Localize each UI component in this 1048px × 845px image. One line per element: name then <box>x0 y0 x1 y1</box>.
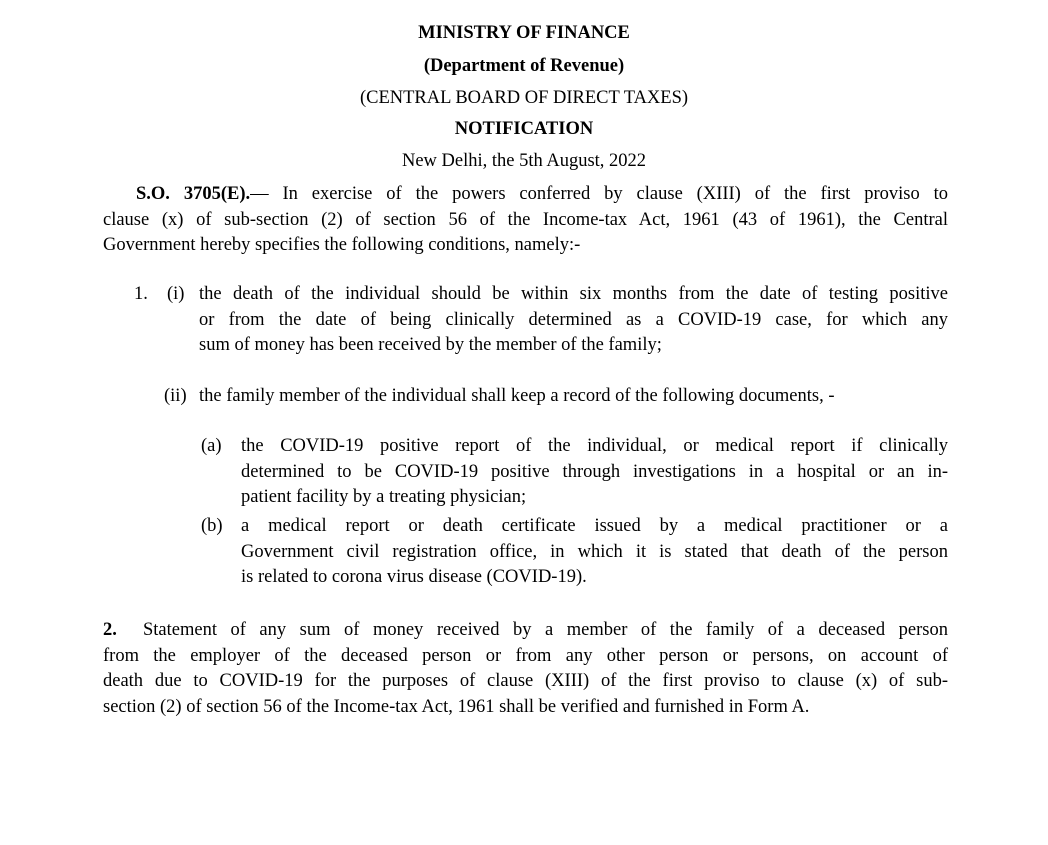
board-subtitle: (CENTRAL BOARD OF DIRECT TAXES) <box>359 88 689 108</box>
item-b-line: Government civil registration office, in which it is stated that death of the person <box>241 541 948 562</box>
condition-2-line: from the employer of the deceased person or from any other person or persons, on account of <box>103 645 948 666</box>
condition-2-line: death due to COVID-19 for the purposes of clause (XIII) of the first proviso to clause (x) of sub- <box>103 671 948 691</box>
condition-2-line-1-text: Statement of any sum of money received by a member of the family of a deceased person <box>143 620 948 640</box>
notification-heading: NOTIFICATION <box>454 119 594 139</box>
preamble-line-1 <box>103 182 948 208</box>
item-ii-label: (ii) <box>164 386 187 406</box>
condition-2-number: 2. <box>103 620 117 640</box>
preamble-line-2: clause (x) of sub-section (2) of section 56 of the Income-tax Act, 1961 (43 of 1961), the Central <box>103 209 948 230</box>
preamble-line-3: Government hereby specifies the following conditions, namely:- <box>103 235 581 255</box>
item-b-label: (b) <box>201 516 223 536</box>
item-i-line: the death of the individual should be within six months from the date of testing positive <box>199 284 948 304</box>
ministry-title: MINISTRY OF FINANCE <box>418 23 630 43</box>
department-subtitle: (Department of Revenue) <box>423 56 625 76</box>
item-i-text <box>199 282 948 359</box>
condition-2-line-1 <box>103 618 948 644</box>
item-i-line: sum of money has been received by the member of the family; <box>199 335 662 355</box>
condition-2-paragraph <box>103 618 948 720</box>
item-a-line: determined to be COVID-19 positive through investigations in a hospital or an in- <box>241 461 948 482</box>
item-a-label: (a) <box>201 436 222 456</box>
item-a-line: the COVID-19 positive report of the individual, or medical report if clinically <box>241 436 948 456</box>
condition-1-number: 1. <box>134 284 148 304</box>
item-a-text <box>241 434 948 511</box>
preamble-line-1-text: — In exercise of the powers conferred by clause (XIII) of the first proviso to <box>250 184 948 204</box>
item-b-line: is related to corona virus disease (COVID-19). <box>241 567 587 587</box>
condition-2-line: section (2) of section 56 of the Income-tax Act, 1961 shall be verified and furnished in Form A. <box>103 696 810 717</box>
preamble-paragraph <box>103 182 948 259</box>
item-i-line: or from the date of being clinically determined as a COVID-19 case, for which any <box>199 309 948 330</box>
item-b-line: a medical report or death certificate issued by a medical practitioner or a <box>241 516 948 536</box>
place-date: New Delhi, the 5th August, 2022 <box>401 151 647 171</box>
item-b-text <box>241 514 948 591</box>
item-i-label: (i) <box>167 284 185 304</box>
item-a-line: patient facility by a treating physician; <box>241 487 527 507</box>
so-number: S.O. 3705(E). <box>136 184 251 204</box>
item-ii-text: the family member of the individual shall keep a record of the following documents, - <box>199 386 835 406</box>
